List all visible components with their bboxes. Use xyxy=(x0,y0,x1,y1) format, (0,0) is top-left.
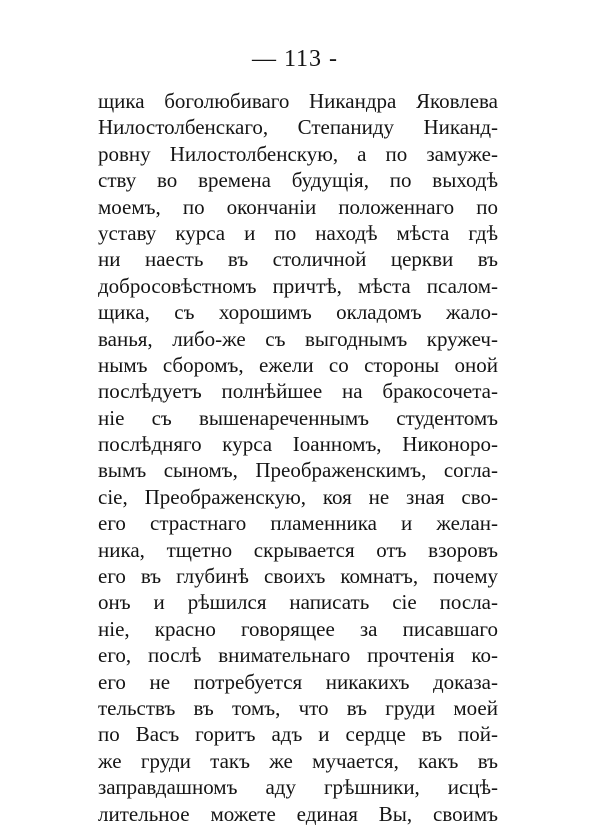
text-line: по Васъ горитъ адъ и сердце въ пой- xyxy=(98,722,498,747)
body-text xyxy=(98,88,498,827)
text-line: ни наесть въ столичной церкви въ xyxy=(98,247,498,272)
text-line: вымъ сыномъ, Преображенскимъ, согла- xyxy=(98,458,498,483)
text-line: ровну Нилостолбенскую, а по замуже- xyxy=(98,141,498,166)
text-line: ника, тщетно скрывается отъ взоровъ xyxy=(98,537,498,562)
text-line: его не потребуется никакихъ доказа- xyxy=(98,669,498,694)
text-line: тельствъ въ томъ, что въ груди моей xyxy=(98,695,498,720)
text-line: лительное можете единая Вы, своимъ xyxy=(98,801,498,826)
text-line: ніе съ вышенареченнымъ студентомъ xyxy=(98,405,498,430)
text-line: послѣдуетъ полнѣйшее на бракосочета- xyxy=(98,379,498,404)
text-line: добросовѣстномъ причтѣ, мѣста псалом- xyxy=(98,273,498,298)
text-line: сіе, Преображенскую, коя не зная сво- xyxy=(98,484,498,509)
text-line: ству во времена будущія, по выходѣ xyxy=(98,168,498,193)
text-line: его страстнаго пламенника и желан- xyxy=(98,511,498,536)
text-line: щика боголюбиваго Никандра Яковлева xyxy=(98,89,498,113)
text-line: же груди такъ же мучается, какъ въ xyxy=(98,748,498,773)
text-line: онъ и рѣшился написать сіе посла- xyxy=(98,590,498,615)
text-line: послѣдняго курса Іоанномъ, Никоноро- xyxy=(98,432,498,457)
text-line: нымъ сборомъ, ежели со стороны оной xyxy=(98,352,498,377)
text-line: щика, съ хорошимъ окладомъ жало- xyxy=(98,300,498,325)
text-line: его, послѣ внимательнаго прочтенія ко- xyxy=(98,643,498,668)
text-line: ніе, красно говорящее за писавшаго xyxy=(98,616,498,641)
page-number: — 113 - xyxy=(251,46,339,72)
text-line: уставу курса и по находѣ мѣста гдѣ xyxy=(98,220,498,245)
text-line: моемъ, по окончаніи положеннаго по xyxy=(98,194,498,219)
text-line: заправдашномъ аду грѣшники, исцѣ- xyxy=(98,775,498,800)
text-line: Нилостолбенскаго, Степаниду Никанд- xyxy=(98,115,498,140)
text-line: его въ глубинѣ своихъ комнатъ, почему xyxy=(98,564,498,589)
text-line: ванья, либо-же съ выгоднымъ кружеч- xyxy=(98,326,498,351)
